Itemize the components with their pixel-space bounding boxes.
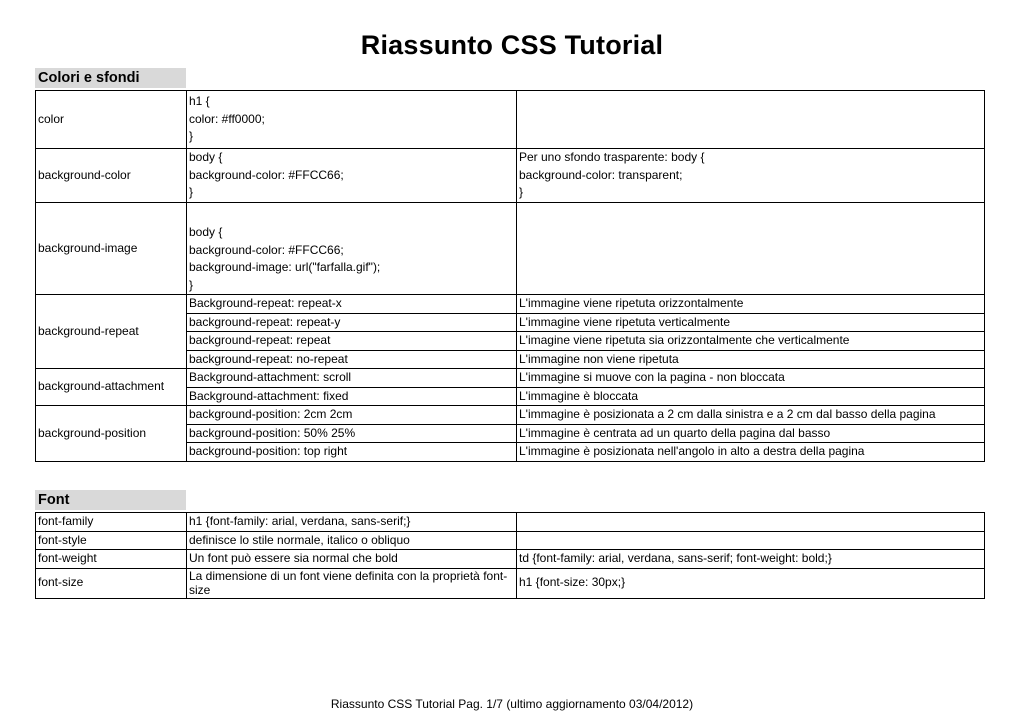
table-row	[36, 295, 985, 314]
code-cell: Background-attachment: fixed	[187, 387, 517, 406]
note-cell: L'immagine è centrata ad un quarto della pagina dal basso	[517, 424, 985, 443]
code-cell: background-repeat: repeat-y	[187, 313, 517, 332]
note-cell: L'immagine viene ripetuta verticalmente	[517, 313, 985, 332]
code-line: body {	[189, 225, 223, 239]
note-cell: L'imagine viene ripetuta sia orizzontalmente che verticalmente	[517, 332, 985, 351]
code-line: }	[189, 277, 194, 292]
code-cell	[187, 91, 517, 149]
note-line: }	[519, 185, 524, 200]
note-cell	[517, 203, 985, 295]
property-cell: background-image	[36, 203, 187, 295]
code-cell	[187, 149, 517, 203]
code-cell: background-position: 2cm 2cm	[187, 406, 517, 425]
table-row	[36, 203, 985, 295]
note-cell: L'immagine è posizionata nell'angolo in alto a destra della pagina	[517, 443, 985, 462]
code-line: }	[189, 185, 194, 200]
code-cell: background-position: 50% 25%	[187, 424, 517, 443]
table-row	[36, 568, 985, 598]
code-cell: background-repeat: repeat	[187, 332, 517, 351]
note-cell	[517, 513, 985, 532]
note-line: Per uno sfondo trasparente: body {	[519, 150, 705, 165]
property-cell: background-color	[36, 149, 187, 203]
property-cell: font-size	[36, 568, 187, 598]
property-cell: background-attachment	[36, 369, 187, 406]
note-cell: L'immagine viene ripetuta orizzontalmente	[517, 295, 985, 314]
section-heading-colori: Colori e sfondi	[35, 68, 186, 88]
note-cell	[517, 149, 985, 203]
code-cell: La dimensione di un font viene definita con la proprietà font-size	[187, 568, 517, 598]
note-cell: L'immagine non viene ripetuta	[517, 350, 985, 369]
note-cell	[517, 91, 985, 149]
code-line: background-image: url("farfalla.gif");	[189, 260, 381, 274]
code-cell: Background-attachment: scroll	[187, 369, 517, 388]
property-cell: font-style	[36, 531, 187, 550]
code-line: color: #ff0000;	[189, 111, 265, 126]
note-cell: L'immagine è posizionata a 2 cm dalla sinistra e a 2 cm dal basso della pagina	[517, 406, 985, 425]
note-cell	[517, 531, 985, 550]
table-row	[36, 550, 985, 569]
code-line: h1 {	[189, 94, 210, 109]
table-row	[36, 531, 985, 550]
colori-table	[35, 90, 985, 462]
page-footer: Riassunto CSS Tutorial Pag. 1/7 (ultimo aggiornamento 03/04/2012)	[330, 697, 694, 711]
property-cell: color	[36, 91, 187, 149]
table-row	[36, 369, 985, 388]
note-cell: td {font-family: arial, verdana, sans-serif; font-weight: bold;}	[517, 550, 985, 569]
code-line: background-color: #FFCC66;	[189, 167, 344, 182]
property-cell: background-repeat	[36, 295, 187, 369]
table-row	[36, 149, 985, 203]
code-cell: background-repeat: no-repeat	[187, 350, 517, 369]
code-cell	[187, 203, 517, 295]
table-row	[36, 91, 985, 149]
code-line: background-color: #FFCC66;	[189, 242, 344, 257]
note-cell: h1 {font-size: 30px;}	[517, 568, 985, 598]
code-cell: background-position: top right	[187, 443, 517, 462]
property-cell: font-weight	[36, 550, 187, 569]
note-cell: L'immagine è bloccata	[517, 387, 985, 406]
table-row	[36, 406, 985, 425]
note-line: background-color: transparent;	[519, 167, 683, 182]
table-row	[36, 513, 985, 532]
font-table	[35, 512, 985, 599]
property-cell: background-position	[36, 406, 187, 462]
code-line: body {	[189, 150, 223, 165]
property-cell: font-family	[36, 513, 187, 532]
code-cell: Un font può essere sia normal che bold	[187, 550, 517, 569]
page-title: Riassunto CSS Tutorial	[360, 30, 664, 60]
note-cell: L'immagine si muove con la pagina - non bloccata	[517, 369, 985, 388]
section-heading-font: Font	[35, 490, 186, 510]
code-cell: definisce lo stile normale, italico o obliquo	[187, 531, 517, 550]
code-cell: h1 {font-family: arial, verdana, sans-serif;}	[187, 513, 517, 532]
code-line: }	[189, 129, 194, 144]
code-cell: Background-repeat: repeat-x	[187, 295, 517, 314]
